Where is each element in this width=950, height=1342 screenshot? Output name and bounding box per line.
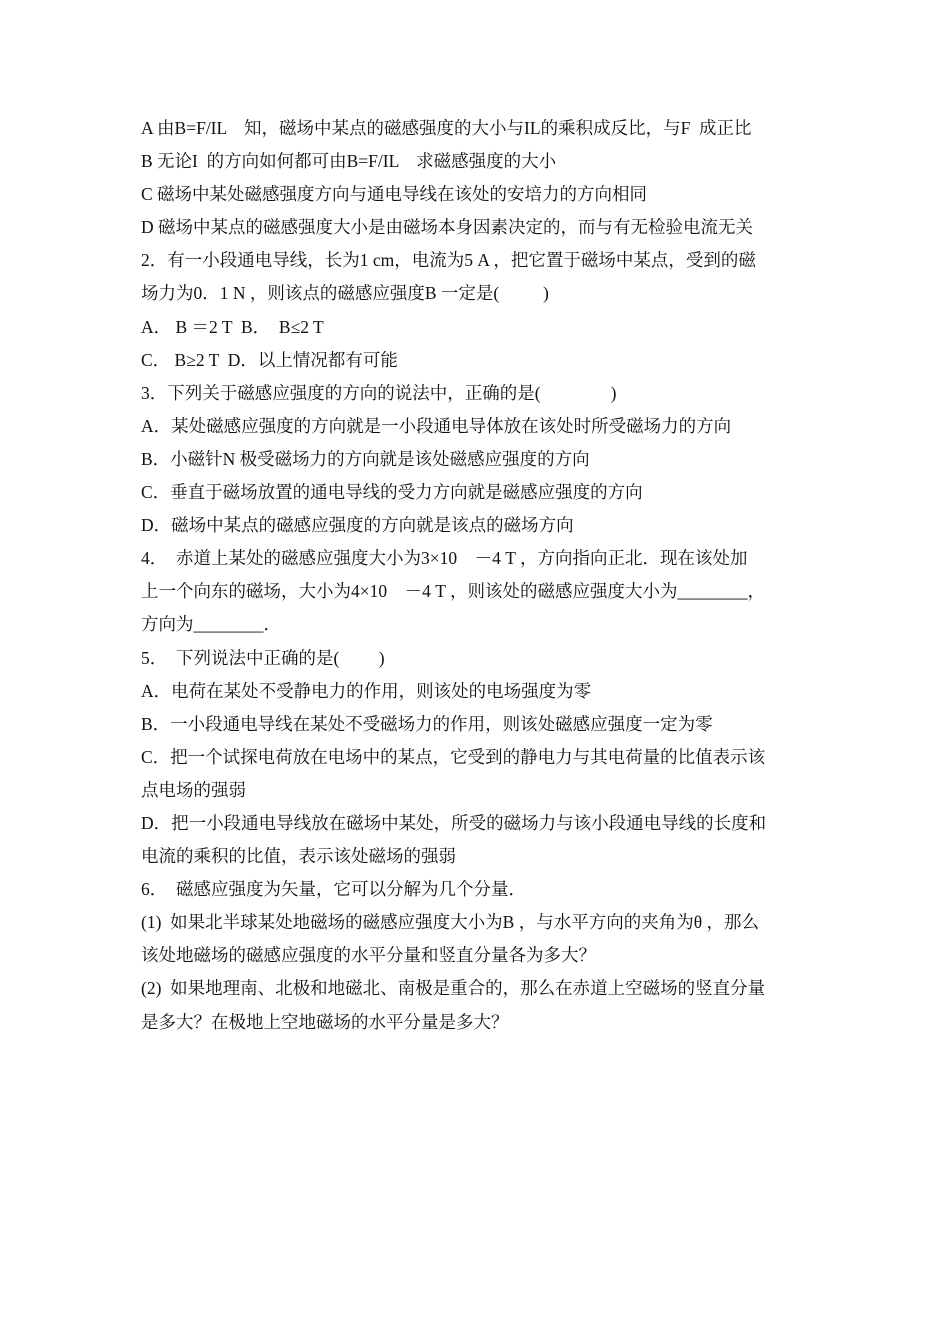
text-line: B 无论I 的方向如何都可由B=F/IL 求磁感强度的大小 [141,151,557,172]
text-line: 2．有一小段通电导线，长为1 cm，电流为5 A ，把它置于磁场中某点，受到的磁 [141,250,756,271]
text-line: C．垂直于磁场放置的通电导线的受力方向就是磁感应强度的方向 [141,482,643,503]
text-line: (2) 如果地理南、北极和地磁北、南极是重合的，那么在赤道上空磁场的竖直分量 [141,978,766,999]
text-line: 该处地磁场的磁感应强度的水平分量和竖直分量各为多大？ [141,945,596,966]
text-line: 上一个向东的磁场，大小为4×10 －4 T ，则该处的磁感应强度大小为________， [141,581,765,602]
text-line: B．小磁针N 极受磁场力的方向就是该处磁感应强度的方向 [141,448,590,469]
text-line: A 由B=F/IL 知，磁场中某点的磁感强度的大小与IL的乘积成反比，与F 成正比 [141,118,752,138]
text-line: A．电荷在某处不受静电力的作用，则该处的电场强度为零 [141,680,592,701]
text-line: D．磁场中某点的磁感应强度的方向就是该点的磁场方向 [141,515,574,536]
text-line: 电流的乘积的比值，表示该处磁场的强弱 [141,846,456,867]
text-line: B．一小段通电导线在某处不受磁场力的作用，则该处磁感应强度一定为零 [141,713,713,734]
text-line: 4． 赤道上某处的磁感应强度大小为3×10 －4 T ，方向指向正北．现在该处加 [141,548,748,569]
text-line: D 磁场中某点的磁感强度大小是由磁场本身因素决定的，而与有无检验电流无关 [141,217,754,238]
text-line: 3．下列关于磁感应强度的方向的说法中，正确的是( ) [141,382,617,403]
text-line: C． B≥2 T D．以上情况都有可能 [141,349,398,370]
text-line: 点电场的强弱 [141,779,246,800]
text-line: 是多大？在极地上空地磁场的水平分量是多大？ [141,1011,509,1032]
text-line: A．某处磁感应强度的方向就是一小段通电导体放在该处时所受磁场力的方向 [141,415,732,436]
text-line: 场力为0．1 N ，则该点的磁感应强度B 一定是( ) [141,283,549,304]
text-line: 5． 下列说法中正确的是( ) [141,647,385,668]
text-line: C 磁场中某处磁感强度方向与通电导线在该处的安培力的方向相同 [141,184,648,205]
text-line: D．把一小段通电导线放在磁场中某处，所受的磁场力与该小段通电导线的长度和 [141,812,767,833]
text-line: 方向为________． [141,614,281,635]
question-text-block [141,112,841,1039]
text-line: (1) 如果北半球某处地磁场的磁感应强度大小为B ，与水平方向的夹角为θ ，那么 [141,912,759,933]
text-line: A． B ＝2 T B． B≤2 T [141,316,324,337]
text-line: 6． 磁感应强度为矢量，它可以分解为几个分量． [141,879,526,900]
text-line: C．把一个试探电荷放在电场中的某点，它受到的静电力与其电荷量的比值表示该 [141,746,766,767]
